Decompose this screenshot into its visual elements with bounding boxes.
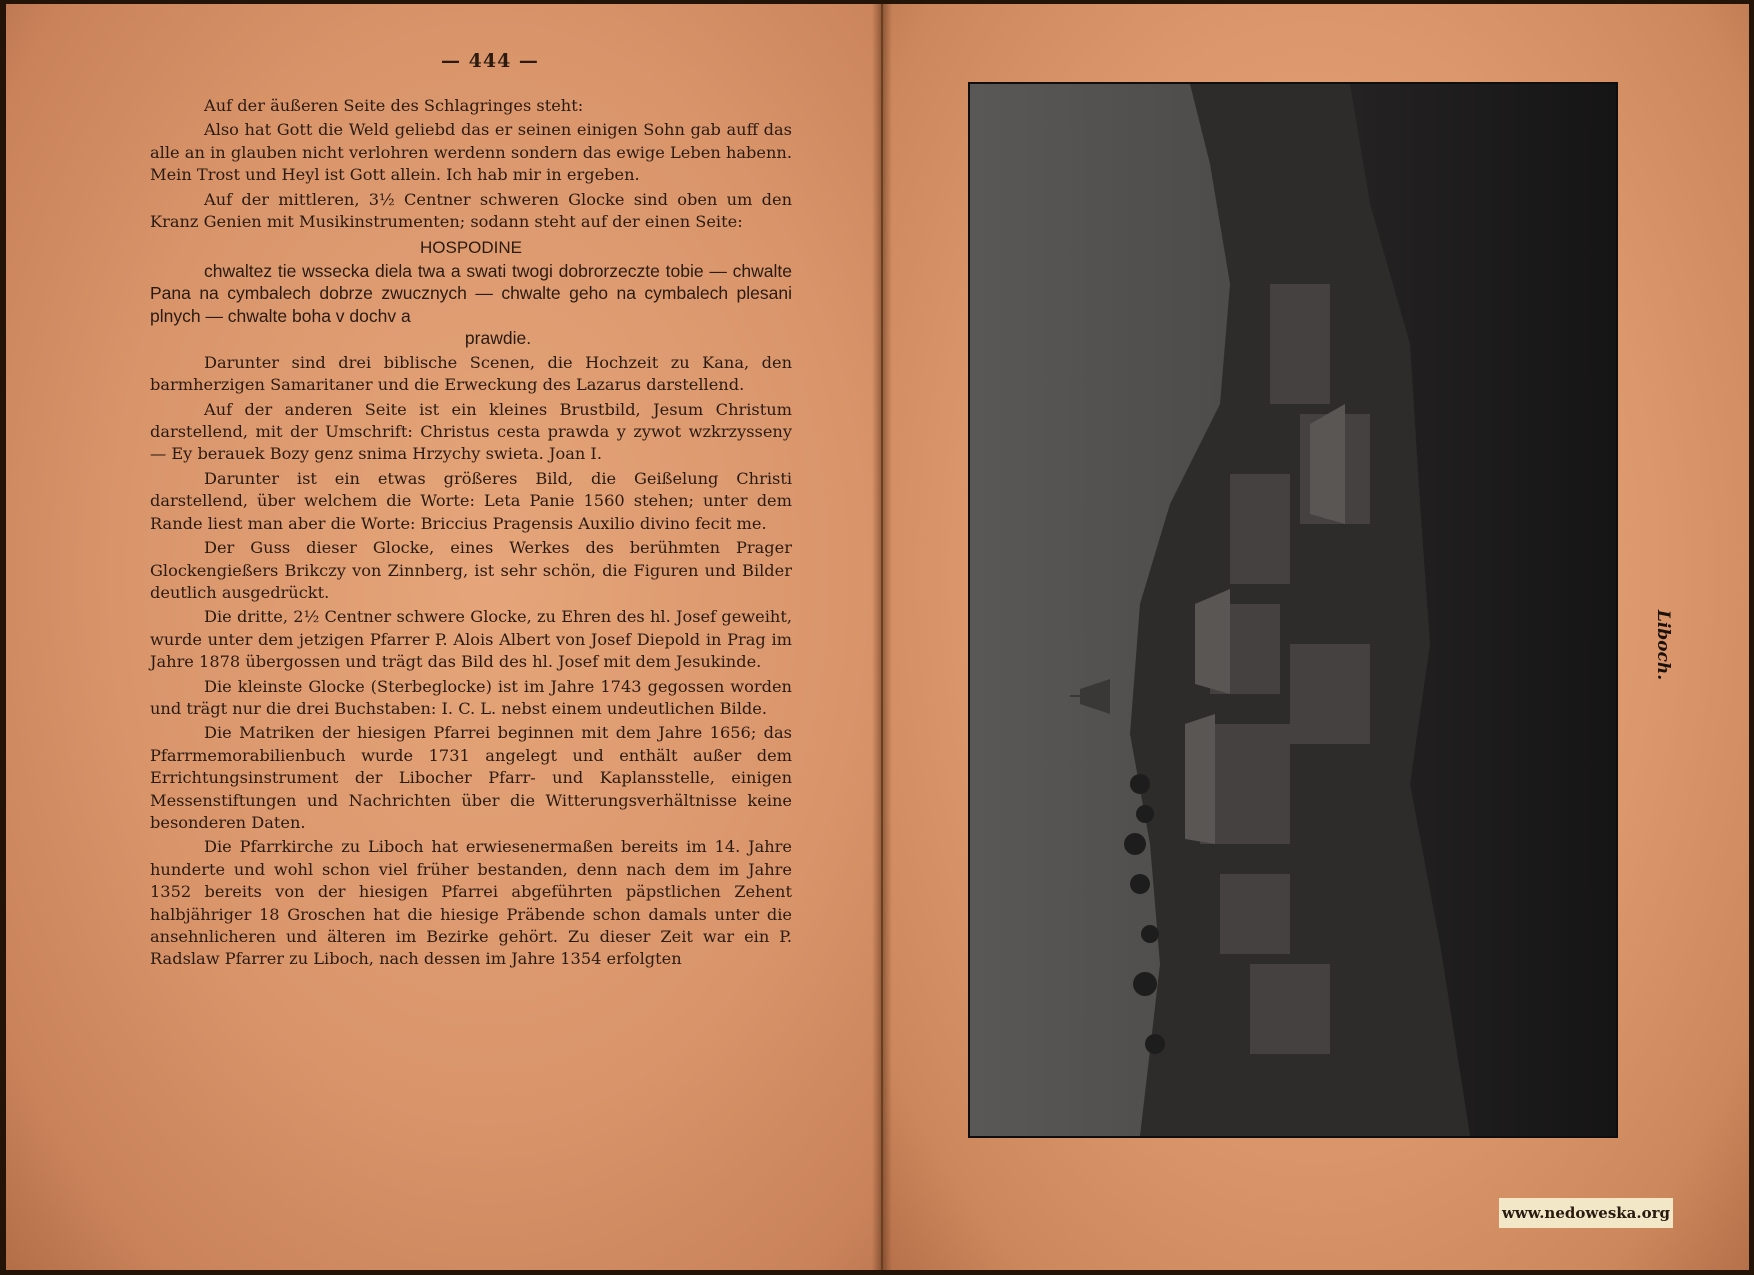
paragraph: Auf der äußeren Seite des Schlagringes steht:	[204, 96, 584, 115]
paragraph: Darunter ist ein etwas größeres Bild, die Geißelung Christi darstellend, über welchem die Worte: Leta Panie 1560 stehen; unter dem Rande liest man aber die Worte: Briccius Pragensis Auxilio divino fecit me.	[150, 468, 792, 533]
paragraph: Die Matriken der hiesigen Pfarrei beginnen mit dem Jahre 1656; das Pfarrmemorabilienbuch wurde 1731 angelegt und enthält außer dem Errichtungsinstrument der Libocher Pfarr- und Kaplansstelle, einigen Messenstiftungen und Nachrichten über die Witterungsverhältnisse keine besonderen Daten.	[150, 723, 792, 832]
photo-caption	[1643, 609, 1683, 681]
bell-inscription-text	[150, 260, 792, 350]
paragraph: Die dritte, 2½ Centner schwere Glocke, zu Ehren des hl. Josef geweiht, wurde unter dem jetzigen Pfarrer P. Alois Albert von Josef Diepold in Prag im Jahre 1878 übergossen und trägt das Bild des hl. Josef mit dem Jesukinde.	[150, 607, 792, 672]
town-photograph	[968, 82, 1618, 1138]
book-gutter	[872, 4, 892, 1270]
paragraph: Also hat Gott die Weld geliebd das er seinen einigen Sohn gab auff das alle an in glauben nicht verlohren werdenn sondern das ewige Leben habenn. Mein Trost und Heyl ist Gott allein. Ich hab mir in ergeben.	[150, 120, 792, 185]
paragraph: Die kleinste Glocke (Sterbeglocke) ist im Jahre 1743 gegossen worden und trägt nur die drei Buchstaben: I. C. L. nebst einem undeutlichen Bilde.	[150, 676, 792, 718]
caption-text: Liboch.	[1653, 609, 1673, 681]
bell-inscription-heading: HOSPODINE	[419, 238, 523, 258]
bell-inscription-body: chwaltez tie wssecka diela twa a swati twogi dobrorzeczte tobie — chwalte Pana na cymbalech dobrze zwucznych — chwalte geho na cymbalech plesani plnych — chwalte boha v dochv a	[150, 260, 792, 326]
bell-inscription-end: prawdie.	[464, 328, 532, 349]
page-number: — 444 —	[441, 50, 539, 72]
left-page-text	[150, 95, 792, 973]
website-watermark: www.nedoweska.org	[1499, 1198, 1673, 1228]
paragraph: Auf der anderen Seite ist ein kleines Brustbild, Jesum Christum darstellend, mit der Umschrift: Christus cesta prawda y zywot wzkrzysseny — Ey berauek Bozy genz snima Hrzychy swieta. Joan I.	[150, 399, 792, 464]
paragraph: Der Guss dieser Glocke, eines Werkes des berühmten Prager Glockengießers Brikczy von Zinnberg, ist sehr schön, die Figuren und Bilder deutlich ausgedrückt.	[150, 538, 792, 602]
paragraph: Auf der mittleren, 3½ Centner schweren Glocke sind oben um den Kranz Genien mit Musikinstrumenten; sodann steht auf der einen Seite:	[150, 189, 792, 232]
paragraph: Darunter sind drei biblische Scenen, die Hochzeit zu Kana, den barmherzigen Samaritaner und die Erweckung des Lazarus darstellend.	[150, 352, 792, 395]
paragraph: Die Pfarrkirche zu Liboch hat erwiesenermaßen bereits im 14. Jahre hunderte und wohl schon viel früher bestanden, denn nach dem im Jahre 1352 bereits von der hiesigen Pfarrei abgeführten päpstlichen Zehent halbjähriger 18 Groschen hat die hiesige Präbende schon damals unter die ansehnlicheren und älteren im Bezirke gehört. Zu dieser Zeit war ein P. Radslaw Pfarrer zu Liboch, nach dessen im Jahre 1354 erfolgten	[150, 837, 792, 969]
town-landscape-illustration	[970, 84, 1616, 1136]
